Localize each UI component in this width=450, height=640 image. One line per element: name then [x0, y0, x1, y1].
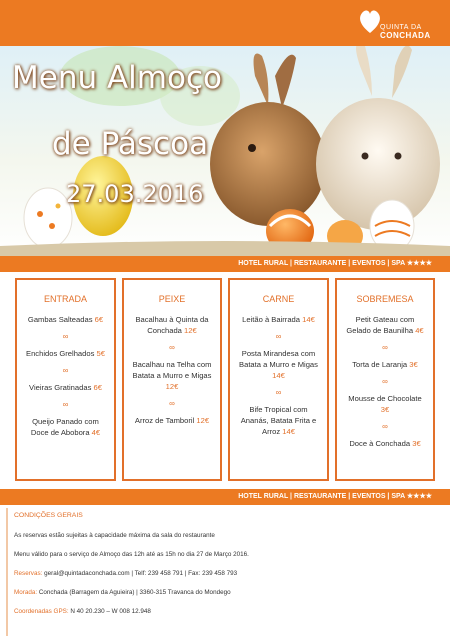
- conditions-line1: As reservas estão sujeitas à capacidade máxima da sala do restaurante: [14, 532, 215, 539]
- menu-title: Menu Almoço: [12, 60, 222, 96]
- coords-label: Coordenadas GPS:: [14, 608, 69, 615]
- carne-column: [228, 278, 329, 481]
- peixe-title: PEIXE: [158, 294, 186, 304]
- separator-icon: ∞: [62, 332, 69, 341]
- entrada-column: [15, 278, 116, 481]
- separator-icon: ∞: [169, 343, 175, 352]
- logo-line1: QUINTA DA: [380, 24, 422, 31]
- menu-item: Leitão à Bairrada 14€: [242, 315, 315, 324]
- menu-item: Gambas Salteadas 6€: [27, 315, 104, 324]
- reservas-value[interactable]: geral@quintadaconchada.com | Telf: 239 458 791 | Fax: 239 458 793: [44, 570, 238, 577]
- menu-columns: [15, 278, 435, 481]
- separator-icon: ∞: [275, 388, 282, 397]
- reservas-label: Reservas:: [14, 570, 43, 577]
- menu-item: Arroz de Tamboril 12€: [134, 416, 210, 425]
- menu-item: Doce à Conchada 3€: [349, 439, 421, 448]
- general-conditions: [6, 508, 442, 636]
- conditions-line2: Menu válido para o serviço de Almoço das 12h até as 15h no dia 27 de Março 2016.: [14, 551, 249, 558]
- separator-icon: ∞: [169, 399, 175, 408]
- menu-item: Posta Mirandesa com Batata a Murro e Migas 14€: [239, 349, 318, 380]
- coords-value: N 40 20.230 – W 008 12.948: [70, 608, 151, 615]
- conditions-title: CONDIÇÕES GERAIS: [14, 512, 83, 519]
- entrada-title: ENTRADA: [43, 294, 87, 304]
- reservas-row: [14, 570, 237, 577]
- header-bar: [0, 0, 450, 46]
- menu-item: Petit Gateau com Gelado de Baunilha 4€: [346, 315, 424, 335]
- menu-item: Bacalhau à Quinta da Conchada 12€: [135, 315, 209, 335]
- quinta-da-conchada-logo: [358, 6, 438, 42]
- sobremesa-title: SOBREMESA: [356, 294, 414, 304]
- menu-date: 27.03.2016: [66, 180, 204, 208]
- separator-icon: ∞: [382, 377, 388, 386]
- morada-value: Conchada (Barragem da Aguieira) | 3360-315 Travanca do Mondego: [38, 589, 231, 596]
- peixe-column: [122, 278, 222, 481]
- hero-banner: [0, 46, 450, 256]
- morada-row: [14, 589, 231, 596]
- menu-item: Queijo Panado com Doce de Abobora 4€: [30, 417, 101, 437]
- menu-item: Bife Tropical com Ananás, Batata Frita e Arroz 14€: [240, 405, 317, 436]
- services-text: HOTEL RURAL | RESTAURANTE | EVENTOS | SPA ★★★★: [238, 493, 432, 500]
- services-strip-top: [0, 256, 450, 272]
- separator-icon: ∞: [382, 343, 388, 352]
- separator-icon: ∞: [62, 400, 69, 409]
- menu-item: Torta de Laranja 3€: [352, 360, 418, 369]
- logo-line2: CONCHADA: [380, 31, 431, 40]
- menu-item: Vieiras Gratinadas 6€: [29, 383, 102, 392]
- separator-icon: ∞: [275, 332, 282, 341]
- heart-logo-icon: [358, 6, 382, 36]
- services-strip-bottom: [0, 489, 450, 505]
- morada-label: Morada:: [14, 589, 38, 596]
- separator-icon: ∞: [382, 422, 388, 431]
- separator-icon: ∞: [62, 366, 69, 375]
- sobremesa-column: [335, 278, 435, 481]
- services-text: HOTEL RURAL | RESTAURANTE | EVENTOS | SPA ★★★★: [238, 260, 432, 267]
- carne-title: CARNE: [262, 294, 295, 304]
- menu-item: Bacalhau na Telha com Batata a Murro e Migas 12€: [132, 360, 212, 391]
- menu-subtitle: de Páscoa: [52, 126, 209, 162]
- menu-item: Mousse de Chocolate 3€: [348, 394, 422, 414]
- menu-item: Enchidos Grelhados 5€: [26, 349, 105, 358]
- coords-row: [14, 608, 151, 615]
